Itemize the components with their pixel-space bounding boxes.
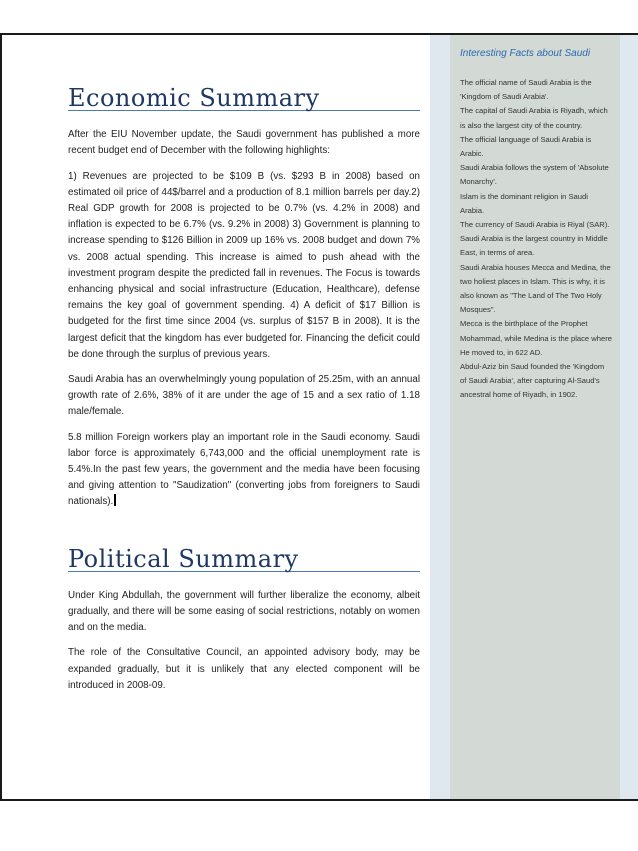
- body-paragraph-text[interactable]: 5.8 million Foreign workers play an important role in the Saudi economy. Saudi labor force is approximately 6,743,000 and the official unemployment rate is 5.4%.In the past few years, the government and the media have been focusing and giving attention to "Saudization" (converting jobs from foreigners to Saudi nationals).: [68, 431, 420, 508]
- text-cursor: [114, 494, 116, 506]
- sidebar-left-edge: [430, 35, 450, 799]
- body-paragraph[interactable]: Saudi Arabia has an overwhelmingly young population of 25.25m, with an annual growth rate of 2.6%, 38% of it are under the age of 15 and a sex ratio of 1.18 male/female.: [68, 374, 420, 418]
- body-paragraph[interactable]: After the EIU November update, the Saudi government has published a more recent budget end of December with the following highlights:: [68, 129, 420, 157]
- fact-item: Saudi Arabia follows the system of 'Absolute Monarchy'.: [460, 163, 609, 187]
- fact-item: The official name of Saudi Arabia is the 'Kingdom of Saudi Arabia'.: [460, 78, 592, 102]
- fact-item: Saudi Arabia is the largest country in Middle East, in terms of area.: [460, 234, 608, 258]
- body-paragraph[interactable]: 1) Revenues are projected to be $109 B (vs. $293 B in 2008) based on estimated oil price of 44$/barrel and a production of 8.1 million barrels per day.2) Real GDP growth for 2008 is projected to be 0.7% (vs. 4.2% in 2008) and inflation is expected to be 6.7% (vs. 9.2% in 2008) 3) Government is planning to increase spending to $126 Billion in 2009 up 16% vs. 2008 budget and down 7% vs. 2008 actual spending. This increase is aimed to push ahead with the investment program despite the predicted fall in revenues. The Focus is towards enhancing physical and social infrastructure (Education, Healthcare), defense remains the key goal of government spending. 4) A deficit of $17 Billion is budgeted for the first time since 2004 (vs. surplus of $157 B in 2008). It is the largest deficit that the kingdom has ever budgeted for. Financing the deficit could be done through the surplus of previous years.: [68, 170, 420, 360]
- fact-item: The capital of Saudi Arabia is Riyadh, which is also the largest city of the country.: [460, 106, 608, 130]
- body-paragraph[interactable]: The role of the Consultative Council, an appointed advisory body, may be expanded gradually, but it is unlikely that any elected component will be introduced in 2008-09.: [68, 647, 420, 691]
- political-summary-heading: Political Summary: [68, 551, 420, 572]
- fact-item: The official language of Saudi Arabia is Arabic.: [460, 134, 592, 159]
- fact-item: Islam is the dominant religion in Saudi Arabia.: [460, 191, 588, 215]
- fact-item: Mecca is the birthplace of the Prophet Mohammad, while Medina is the place where He moved to, in 622 AD.: [460, 319, 612, 357]
- main-content: [68, 84, 420, 694]
- sidebar-title: Interesting Facts about Saudi: [460, 48, 591, 59]
- body-paragraph[interactable]: [68, 430, 420, 511]
- fact-item: Abdul-Aziz bin Saud founded the 'Kingdom of Saudi Arabia', after capturing Al-Saud's ancestral home of Riyadh, in 1902.: [460, 362, 605, 400]
- economic-summary-heading: Economic Summary: [68, 90, 420, 111]
- fact-item: The currency of Saudi Arabia is Riyal (SAR).: [460, 220, 610, 230]
- sidebar-facts: [460, 76, 612, 403]
- body-paragraph[interactable]: Under King Abdullah, the government will further liberalize the economy, albeit gradually, and there will be some easing of social restrictions, notably on women and on the media.: [68, 589, 420, 634]
- fact-item: Saudi Arabia houses Mecca and Medina, the two holiest places in Islam. This is why, it is also known as "The Land of The Two Holy Mosques".: [460, 262, 611, 315]
- sidebar-right-edge: [620, 35, 638, 799]
